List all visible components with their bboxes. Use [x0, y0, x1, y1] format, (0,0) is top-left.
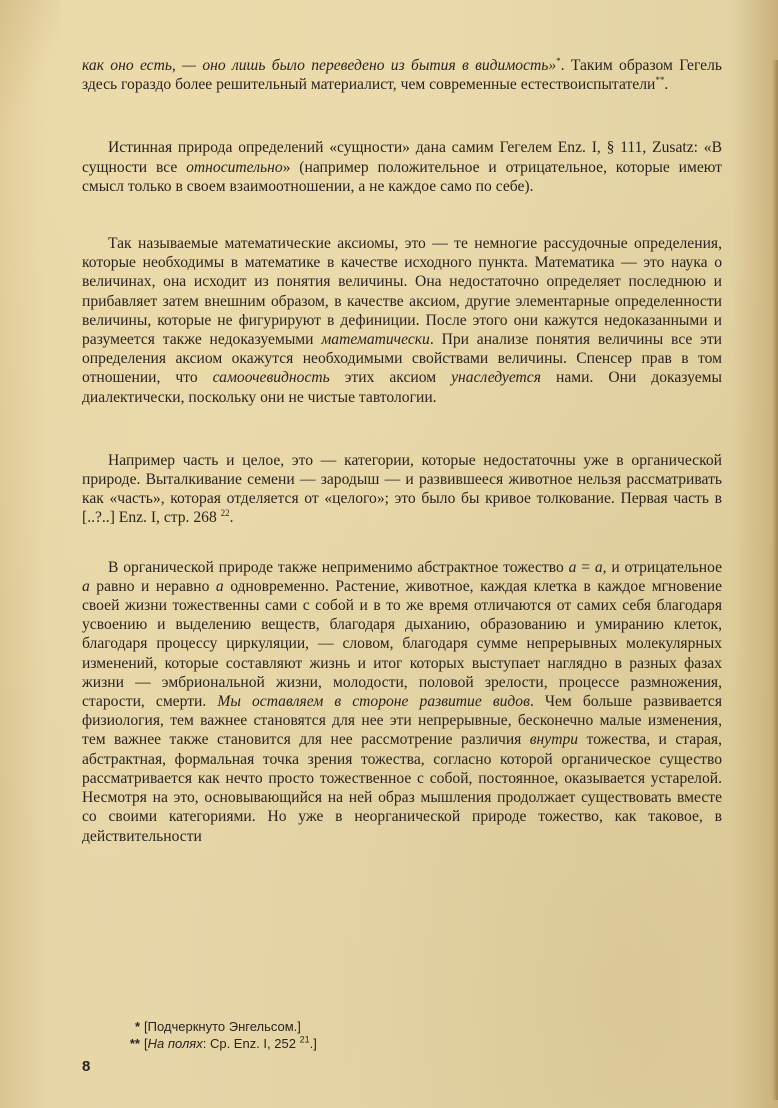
footnote-ref: **	[655, 75, 665, 86]
text-run: .]	[309, 1036, 317, 1051]
text-run: этих аксиом	[329, 369, 452, 387]
text-run: математически	[321, 331, 430, 349]
text-run: самоочевидность	[212, 369, 330, 387]
page-number: 8	[82, 1058, 91, 1075]
paragraph-part-whole	[82, 451, 722, 528]
paragraph-axioms	[82, 234, 722, 407]
text-run: нами. Они доказуемы диалектически, поскольку они не чистые тавтологии.	[82, 369, 722, 406]
paragraph-essence	[82, 138, 722, 196]
text-run: Например часть и целое, это — категории, которые недостаточны уже в органической природе. Выталкивание семени — зародыш — и развившееся животное нельзя рассматривать как «часть», которая отделяется от «целого»; это было бы кривое толкование. Первая часть в [..?..] Enz. I, стр. 268	[82, 451, 722, 527]
text-run: a	[594, 558, 603, 576]
paragraph-gap	[82, 528, 722, 558]
paragraph-identity	[82, 558, 722, 846]
text-run: , и отрицательное	[602, 558, 723, 576]
text-run: Так называемые математические аксиомы, это — те немногие рассудочные определения, которые необходимы в математике в качестве исходного пункта. Математика — это наука о величинах, она исходит из понятия величины. Она недостаточно определяет последнюю и прибавляет затем внешним образом, в качестве аксиом, другие элементарные определенности величины, которые не фигурируют в дефиниции. После этого они кажутся недоказанными и разумеется также недоказуемыми	[82, 235, 722, 349]
text-run: [	[144, 1036, 148, 1051]
text-run: .	[229, 509, 234, 527]
text-run: a	[82, 577, 90, 595]
text-run: тожества, и старая, абстрактная, формальная точка зрения тожества, согласно которой органическое существо рассматривается как нечто просто тожественное с собой, постоянное, оказывается устарелой. Несмотря на это, основывающийся на ней образ мышления продолжает существовать вместе со своими категориями. Но уже в неорганической природе тожество, как таковое, в действительности	[82, 731, 722, 845]
text-run: равно и неравно	[89, 577, 216, 595]
paragraph-gap	[82, 407, 722, 451]
page-fold-shadow	[0, 0, 60, 140]
text-run: .	[664, 76, 669, 94]
footnote-mark: **	[129, 1036, 140, 1051]
text-run: внутри	[529, 731, 579, 749]
text-run: : Ср. Enz. I, 252	[202, 1036, 300, 1051]
page-edge	[772, 60, 778, 1100]
footnote-ref: 21	[299, 1034, 310, 1045]
text-run: =	[576, 558, 595, 576]
footnotes	[118, 1018, 317, 1052]
text-run: . Таким образом Гегель здесь гораздо более решительный материалист, чем современные естествоиспытатели	[82, 57, 722, 94]
text-run: a	[215, 577, 224, 595]
text-run: Истинная природа определений «сущности» дана самим Гегелем Enz. I, § 111, Zusatz: «В сущности все	[82, 139, 722, 176]
text-run: В органической природе также неприменимо абстрактное тожество	[108, 558, 569, 576]
text-run: одновременно. Растение, животное, каждая клетка в каждое мгновение своей жизни тожественны сами с собой и в то же время отличаются от самих себя благодаря усвоению и выделению веществ, благодаря дыханию, образованию и умиранию клеток, благодаря процессу циркуляции, — словом, благодаря сумме непрерывных молекулярных изменений, которые составляют жизнь и итог которых выступает наглядно в разных фазах жизни — эмбриональной жизни, молодости, половой зрелости, процессе размножения, старости, смерти.	[82, 577, 722, 711]
text-run: [Подчеркнуто Энгельсом.]	[144, 1019, 301, 1034]
footnote	[118, 1018, 317, 1035]
text-run: a	[568, 558, 577, 576]
page-body	[82, 56, 722, 846]
text-run: как оно есть, — оно лишь было переведено из бытия в видимость»	[82, 57, 557, 74]
text-run: На полях	[147, 1036, 203, 1051]
text-run: унаследуется	[451, 369, 541, 387]
footnote-ref: *	[556, 55, 561, 66]
text-run: Мы оставляем в стороне развитие видов	[217, 693, 530, 711]
paragraph-gap	[82, 94, 722, 138]
footnote-mark: *	[134, 1019, 140, 1034]
text-run: . Чем больше развивается физиология, тем важнее становятся для нее эти непрерывные, бесконечно малые изменения, тем важнее также становится для нее рассмотрение различия	[82, 693, 722, 749]
footnote	[118, 1035, 317, 1052]
paragraph-gap	[82, 196, 722, 234]
paragraph-continuation	[82, 56, 722, 94]
footnote-ref: 22	[220, 508, 230, 519]
text-run: » (например положительное и отрицательное, которые имеют смысл только в своем взаимоотношении, а не каждое само по себе).	[82, 158, 722, 195]
text-run: относительно	[186, 158, 283, 176]
text-run: . При анализе понятия величины все эти определения аксиом окажутся необходимыми свойствами величины. Спенсер прав в том отношении, что	[82, 331, 723, 387]
